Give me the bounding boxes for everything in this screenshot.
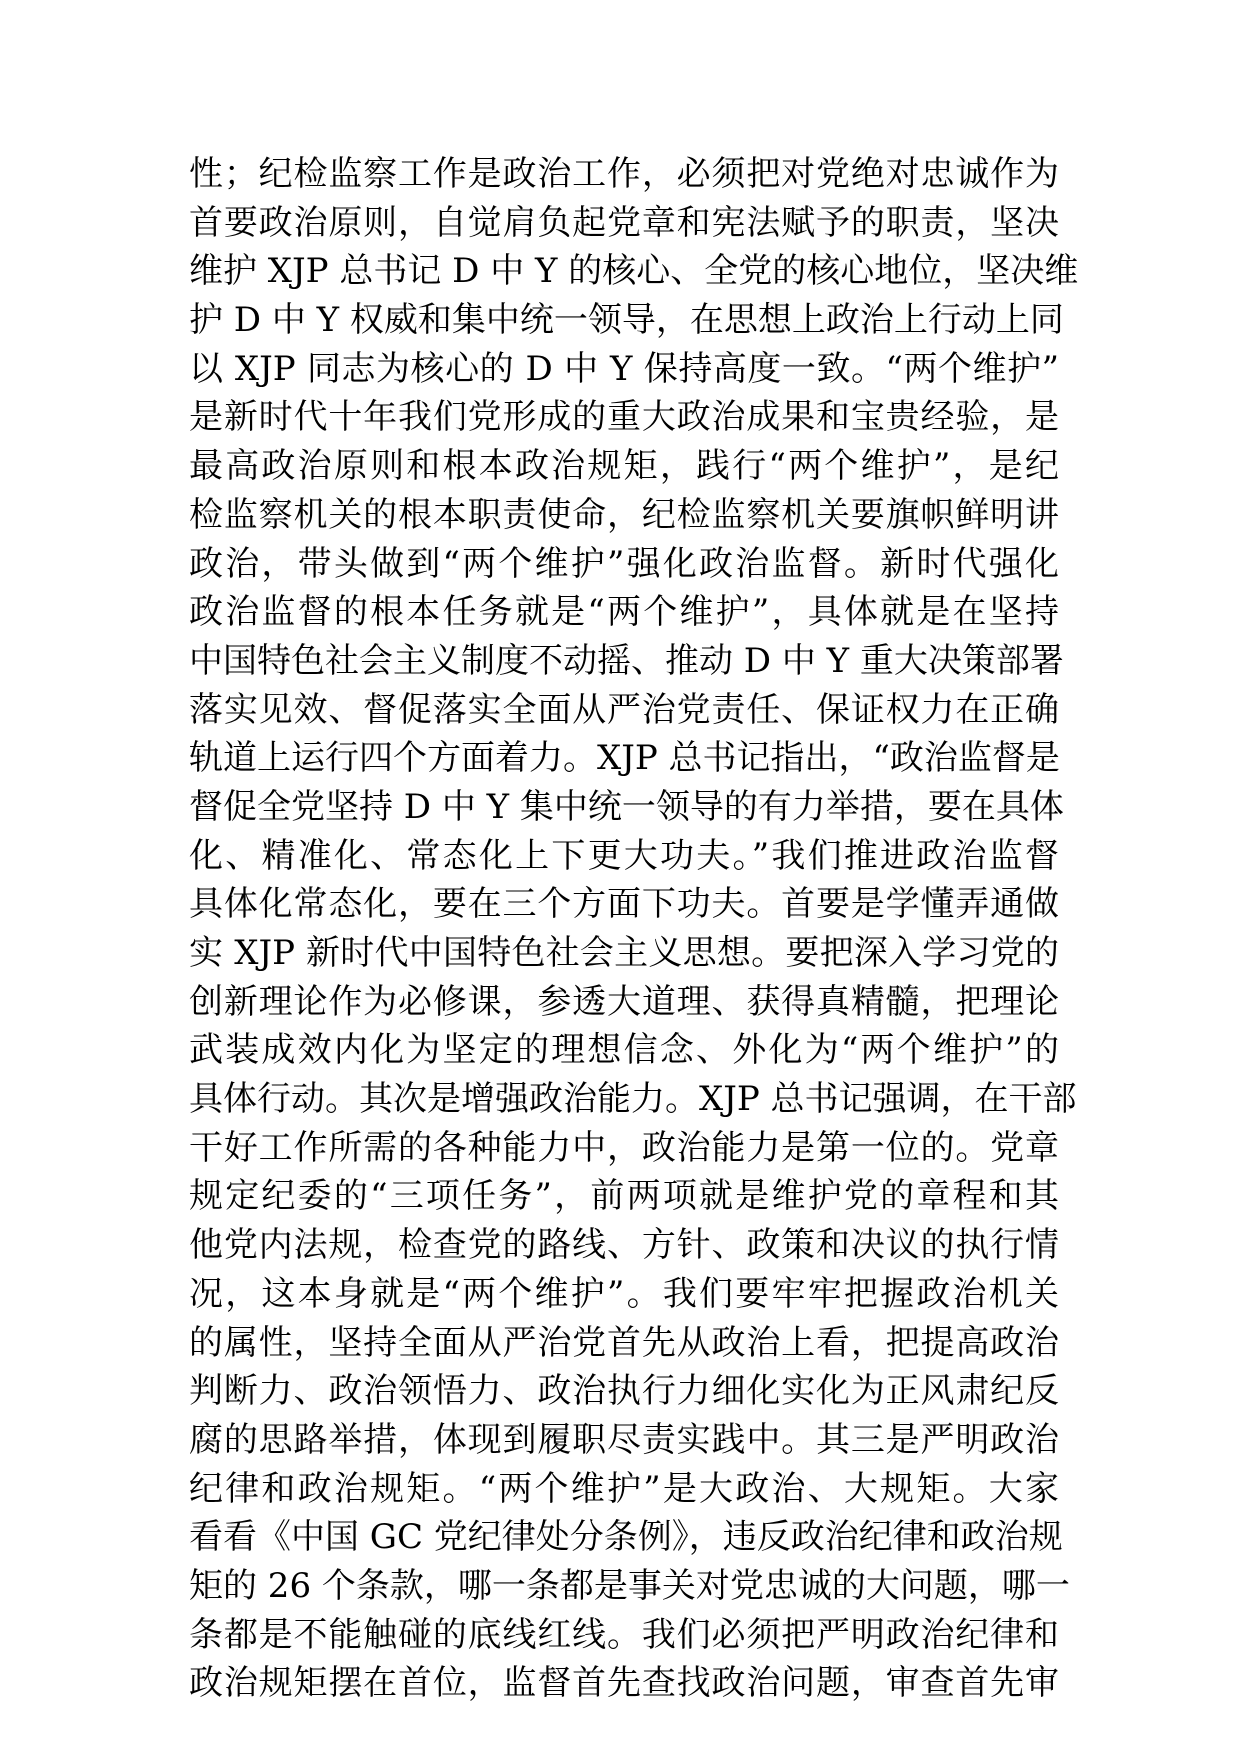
text-line: 以 XJP 同志为核心的 D 中 Y 保持高度一致。“两个维护” (189, 348, 1059, 389)
text-line: 规定纪委的“三项任务”，前两项就是维护党的章程和其 (189, 1176, 1059, 1217)
text-line: 最高政治原则和根本政治规矩，践行“两个维护”，是纪 (189, 446, 1059, 487)
text-line: 况，这本身就是“两个维护”。我们要牢牢把握政治机关 (189, 1273, 1059, 1314)
text-line: 矩的 26 个条款，哪一条都是事关对党忠诚的大问题，哪一 (189, 1565, 1070, 1606)
text-line: 检监察机关的根本职责使命，纪检监察机关要旗帜鲜明讲 (189, 494, 1059, 535)
text-line: 条都是不能触碰的底线红线。我们必须把严明政治纪律和 (189, 1614, 1059, 1655)
text-line: 是新时代十年我们党形成的重大政治成果和宝贵经验，是 (189, 397, 1059, 438)
text-line: 具体化常态化，要在三个方面下功夫。首要是学懂弄通做 (189, 884, 1059, 925)
text-line: 武装成效内化为坚定的理想信念、外化为“两个维护”的 (189, 1030, 1059, 1071)
text-line: 实 XJP 新时代中国特色社会主义思想。要把深入学习党的 (189, 933, 1059, 973)
text-line: 中国特色社会主义制度不动摇、推动 D 中 Y 重大决策部署 (189, 640, 1064, 681)
body-text (189, 150, 1079, 1708)
text-line: 政治规矩摆在首位，监督首先查找政治问题，审查首先审 (189, 1663, 1059, 1704)
text-line: 政治，带头做到“两个维护”强化政治监督。新时代强化 (189, 543, 1059, 584)
text-line: 化、精准化、常态化上下更大功夫。”我们推进政治监督 (189, 835, 1059, 876)
text-line: 看看《中国 GC 党纪律处分条例》，违反政治纪律和政治规 (189, 1517, 1063, 1558)
text-line: 腐的思路举措，体现到履职尽责实践中。其三是严明政治 (189, 1419, 1059, 1460)
text-line: 他党内法规，检查党的路线、方针、政策和决议的执行情 (189, 1225, 1059, 1266)
text-line: 判断力、政治领悟力、政治执行力细化实化为正风肃纪反 (189, 1371, 1059, 1412)
text-line: 干好工作所需的各种能力中，政治能力是第一位的。党章 (189, 1127, 1059, 1168)
text-line: 创新理论作为必修课，参透大道理、获得真精髓，把理论 (189, 981, 1059, 1022)
text-line: 轨道上运行四个方面着力。XJP 总书记指出，“政治监督是 (189, 738, 1060, 779)
text-line: 维护 XJP 总书记 D 中 Y 的核心、全党的核心地位，坚决维 (189, 251, 1079, 292)
text-line: 性；纪检监察工作是政治工作，必须把对党绝对忠诚作为 (189, 154, 1059, 194)
text-line: 首要政治原则，自觉肩负起党章和宪法赋予的职责，坚决 (189, 202, 1059, 243)
text-line: 的属性，坚持全面从严治党首先从政治上看，把提高政治 (189, 1322, 1059, 1363)
text-line: 纪律和政治规矩。“两个维护”是大政治、大规矩。大家 (189, 1468, 1059, 1509)
text-line: 护 D 中 Y 权威和集中统一领导，在思想上政治上行动上同 (189, 300, 1064, 341)
text-line: 政治监督的根本任务就是“两个维护”，具体就是在坚持 (189, 592, 1059, 633)
text-line: 具体行动。其次是增强政治能力。XJP 总书记强调，在干部 (189, 1079, 1077, 1120)
text-line: 督促全党坚持 D 中 Y 集中统一领导的有力举措，要在具体 (189, 786, 1064, 827)
text-line: 落实见效、督促落实全面从严治党责任、保证权力在正确 (189, 689, 1059, 730)
